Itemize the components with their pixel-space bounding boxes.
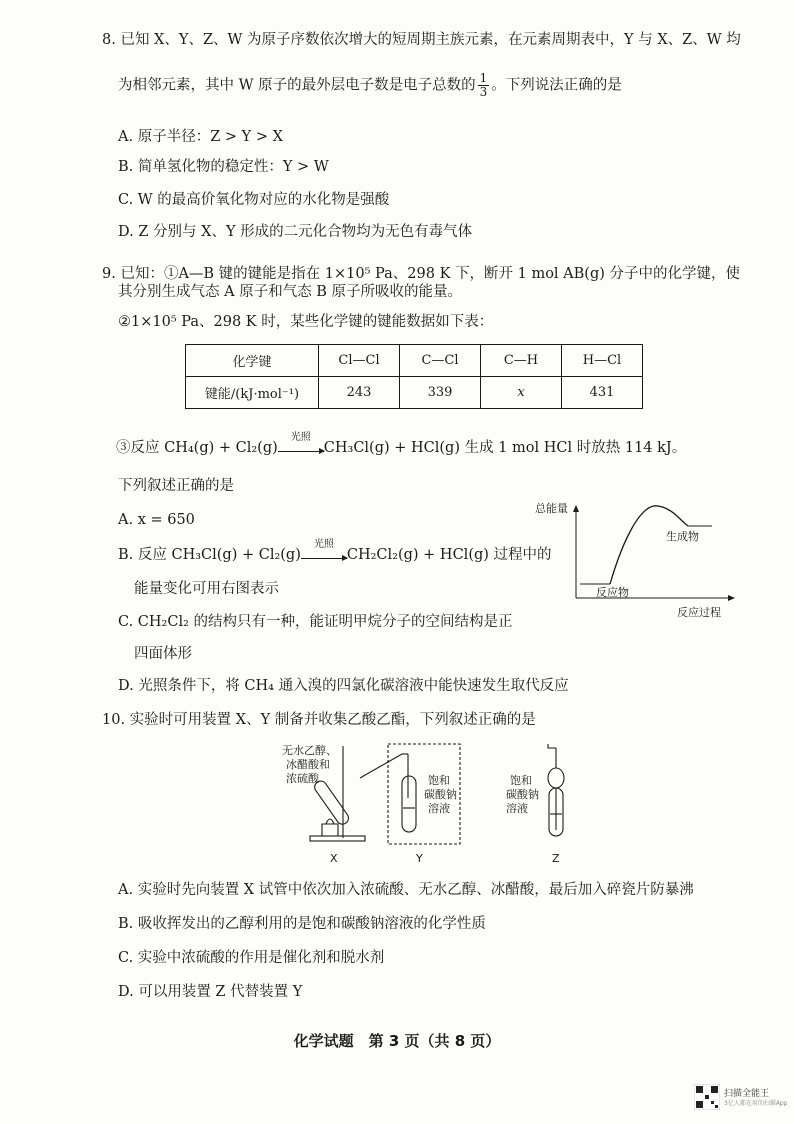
qr-code-icon xyxy=(694,1084,720,1110)
table-cell: 339 xyxy=(400,377,481,409)
q9-line5: 下列叙述正确的是 xyxy=(118,478,234,494)
reaction-arrow xyxy=(278,432,324,452)
q8-line2-post: 。下列说法正确的是 xyxy=(491,77,622,94)
arrow-condition: 光照 xyxy=(290,432,311,443)
table-cell: C—Cl xyxy=(400,345,481,377)
arrow-bar xyxy=(301,558,347,559)
energy-curve xyxy=(610,506,688,584)
y-label-3: 溶液 xyxy=(428,802,450,815)
frac-den: 3 xyxy=(479,85,488,99)
table-cell: 化学键 xyxy=(186,345,319,377)
burner xyxy=(322,824,338,836)
q9-line1: 9. 已知：①A—B 键的键能是指在 1×10⁵ Pa、298 K 下，断开 1 mol AB(g) 分子中的化学键，使 xyxy=(102,266,741,282)
z-label-3: 溶液 xyxy=(506,802,528,815)
q9-option-c: C. CH₂Cl₂ 的结构只有一种，能证明甲烷分子的空间结构是正 xyxy=(118,614,513,630)
watermark-subtitle: 3亿人都在用的扫描App xyxy=(724,1100,788,1107)
q9-option-c-line2: 四面体形 xyxy=(134,646,192,662)
q8-option-d: D. Z 分别与 X、Y 形成的二元化合物均为无色有毒气体 xyxy=(118,224,473,240)
q10-option-a: A. 实验时先向装置 X 试管中依次加入浓硫酸、无水乙醇、冰醋酸，最后加入碎瓷片防暴沸 xyxy=(118,882,694,898)
arrow-condition: 光照 xyxy=(313,539,334,550)
z-label-1: 饱和 xyxy=(510,774,532,787)
q8-line2 xyxy=(118,72,622,99)
table-row xyxy=(186,345,643,377)
q9-line2: 其分别生成气态 A 原子和气态 B 原子所吸收的能量。 xyxy=(118,284,463,300)
q8-line2-pre: 为相邻元素，其中 W 原子的最外层电子数是电子总数的 xyxy=(118,77,476,94)
q9-optb-post: CH₂Cl₂(g) + HCl(g) 过程中的 xyxy=(346,547,552,563)
q8-option-c: C. W 的最高价氧化物对应的水化物是强酸 xyxy=(118,192,390,208)
z-inlet xyxy=(548,744,556,748)
q8-option-a: A. 原子半径：Z > Y > X xyxy=(118,129,283,145)
reagent-label-3: 浓硫酸 xyxy=(286,772,319,785)
table-cell: C—H xyxy=(481,345,562,377)
q9-optb-pre: B. 反应 CH₃Cl(g) + Cl₂(g) xyxy=(118,547,301,563)
q10-option-c: C. 实验中浓硫酸的作用是催化剂和脱水剂 xyxy=(118,950,385,966)
graph-ylabel: 总能量 xyxy=(535,502,568,515)
y-label-1: 饱和 xyxy=(428,774,450,787)
q9-line3: ②1×10⁵ Pa、298 K 时，某些化学键的键能数据如下表： xyxy=(118,314,494,330)
y-axis-arrow-icon xyxy=(573,505,579,512)
table-cell: H—Cl xyxy=(562,345,643,377)
graph-xlabel: 反应过程 xyxy=(677,606,721,619)
q9-line4 xyxy=(116,432,687,458)
table-row xyxy=(186,377,643,409)
table-cell: 431 xyxy=(562,377,643,409)
delivery-tube xyxy=(360,754,402,778)
fraction-one-third xyxy=(478,72,490,99)
table-cell: 243 xyxy=(319,377,400,409)
q10-line1: 10. 实验时可用装置 X、Y 制备并收集乙酸乙酯，下列叙述正确的是 xyxy=(102,712,536,728)
table-cell: Cl—Cl xyxy=(319,345,400,377)
z-bulb xyxy=(548,768,564,788)
q8-line1: 8. 已知 X、Y、Z、W 为原子序数依次增大的短周期主族元素，在元素周期表中，Y 与 X、Z、W 均 xyxy=(102,32,741,48)
label-y: Y xyxy=(416,852,423,865)
test-tube-y xyxy=(402,776,416,832)
q9-option-b xyxy=(118,539,552,565)
table-cell: x xyxy=(481,377,562,409)
watermark-title: 扫描全能王 xyxy=(724,1089,770,1099)
arrow-bar xyxy=(278,451,324,452)
q9-option-d: D. 光照条件下，将 CH₄ 通入溴的四氯化碳溶液中能快速发生取代反应 xyxy=(118,678,569,694)
reaction-arrow xyxy=(301,539,347,559)
graph-reactant-label: 反应物 xyxy=(596,586,629,599)
label-x: X xyxy=(330,852,338,865)
q10-option-b: B. 吸收挥发出的乙醇利用的是饱和碳酸钠溶液的化学性质 xyxy=(118,916,486,932)
y-label-2: 碳酸钠 xyxy=(424,788,457,801)
q9-option-b-line2: 能量变化可用右图表示 xyxy=(134,581,279,597)
q8-option-b: B. 简单氢化物的稳定性：Y > W xyxy=(118,159,329,175)
page-footer: 化学试题 第 3 页（共 8 页） xyxy=(293,1032,501,1050)
x-axis-arrow-icon xyxy=(728,595,735,601)
q9-line4-post: CH₃Cl(g) + HCl(g) 生成 1 mol HCl 时放热 114 kJ。 xyxy=(323,440,687,456)
energy-diagram xyxy=(530,498,740,623)
table-cell: 键能/(kJ·mol⁻¹) xyxy=(186,377,319,409)
label-z: Z xyxy=(552,852,560,865)
z-label-2: 碳酸钠 xyxy=(506,788,539,801)
q10-option-d: D. 可以用装置 Z 代替装置 Y xyxy=(118,984,303,1000)
reagent-label-2: 冰醋酸和 xyxy=(286,758,330,771)
scanner-watermark xyxy=(694,1084,788,1112)
q9-option-a: A. x = 650 xyxy=(118,512,195,528)
flame-icon xyxy=(326,819,334,824)
bond-energy-table xyxy=(185,344,643,409)
q9-line4-pre: ③反应 CH₄(g) + Cl₂(g) xyxy=(116,440,278,456)
apparatus-diagram xyxy=(270,738,590,868)
graph-product-label: 生成物 xyxy=(666,530,699,543)
frac-num: 1 xyxy=(479,71,488,85)
stand-base xyxy=(310,836,365,841)
reagent-label-1: 无水乙醇、 xyxy=(282,744,337,757)
